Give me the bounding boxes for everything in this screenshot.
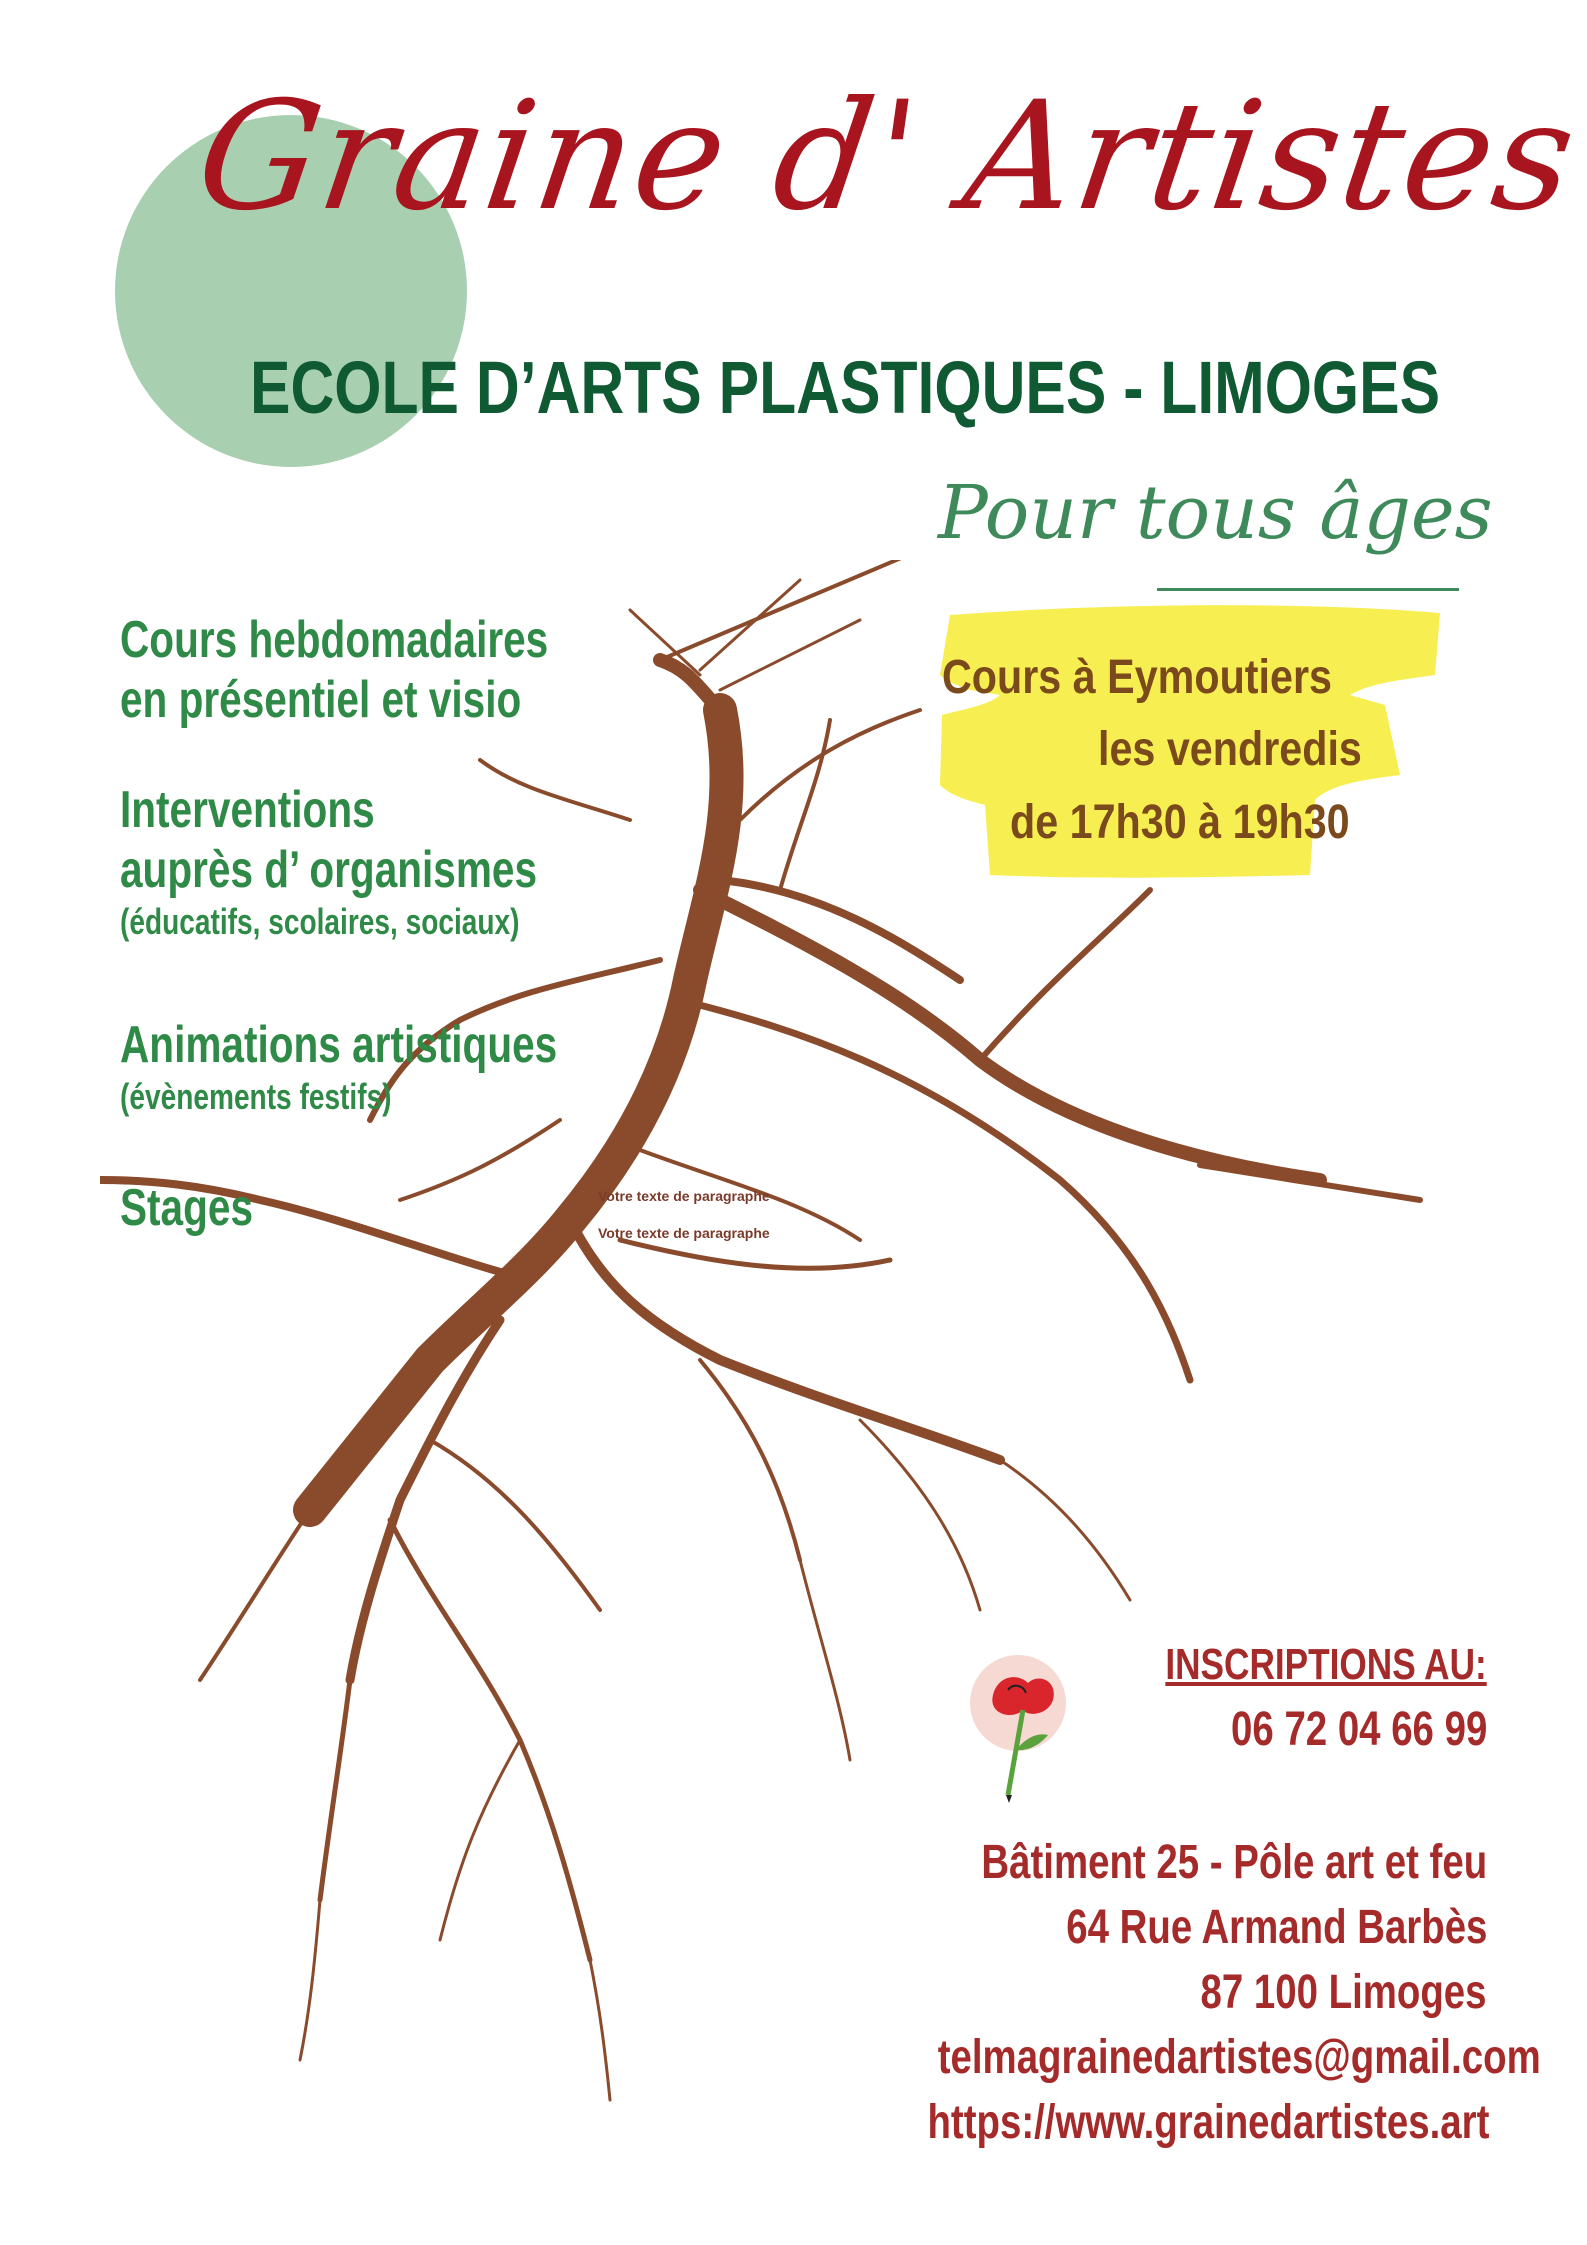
offer-title: Animations artistiques	[120, 1016, 558, 1074]
placeholder-text-1: Votre texte de paragraphe	[598, 1188, 770, 1204]
email-address[interactable]: telmagrainedartistes@gmail.com	[937, 2031, 1541, 2084]
offer-title: Cours hebdomadaires	[120, 611, 549, 669]
offer-title: Stages	[120, 1179, 254, 1237]
phone-number: 06 72 04 66 99	[1230, 1703, 1487, 1756]
offer-title: Interventions	[120, 781, 375, 839]
inscriptions-heading: INSCRIPTIONS AU:	[1165, 1640, 1487, 1689]
cours-line-3: de 17h30 à 19h30	[1010, 796, 1350, 849]
cours-line-2: les vendredis	[1098, 723, 1362, 776]
offer-note: (évènements festifs)	[120, 1076, 392, 1117]
address-line-3: 87 100 Limoges	[1200, 1966, 1487, 2019]
address-line-1: Bâtiment 25 - Pôle art et feu	[981, 1836, 1487, 1889]
offer-interventions	[120, 780, 666, 944]
placeholder-text-2: Votre texte de paragraphe	[598, 1225, 770, 1241]
offer-title: en présentiel et visio	[120, 671, 522, 729]
address-line-2: 64 Rue Armand Barbès	[1065, 1901, 1487, 1954]
poster-title: Graine d' Artistes	[187, 70, 1587, 244]
website-link[interactable]: https://www.grainedartistes.art	[927, 2096, 1490, 2149]
offer-stages	[120, 1178, 666, 1238]
tagline: Pour tous âges	[938, 470, 1493, 556]
offer-animations	[120, 1015, 666, 1119]
cours-line-1: Cours à Eymoutiers	[942, 651, 1332, 704]
offer-note: (éducatifs, scolaires, sociaux)	[120, 901, 520, 942]
offer-title: auprès d’ organismes	[120, 841, 538, 899]
offer-cours-hebdo	[120, 610, 666, 730]
poster-subtitle: ECOLE D’ARTS PLASTIQUES - LIMOGES	[250, 346, 1441, 429]
